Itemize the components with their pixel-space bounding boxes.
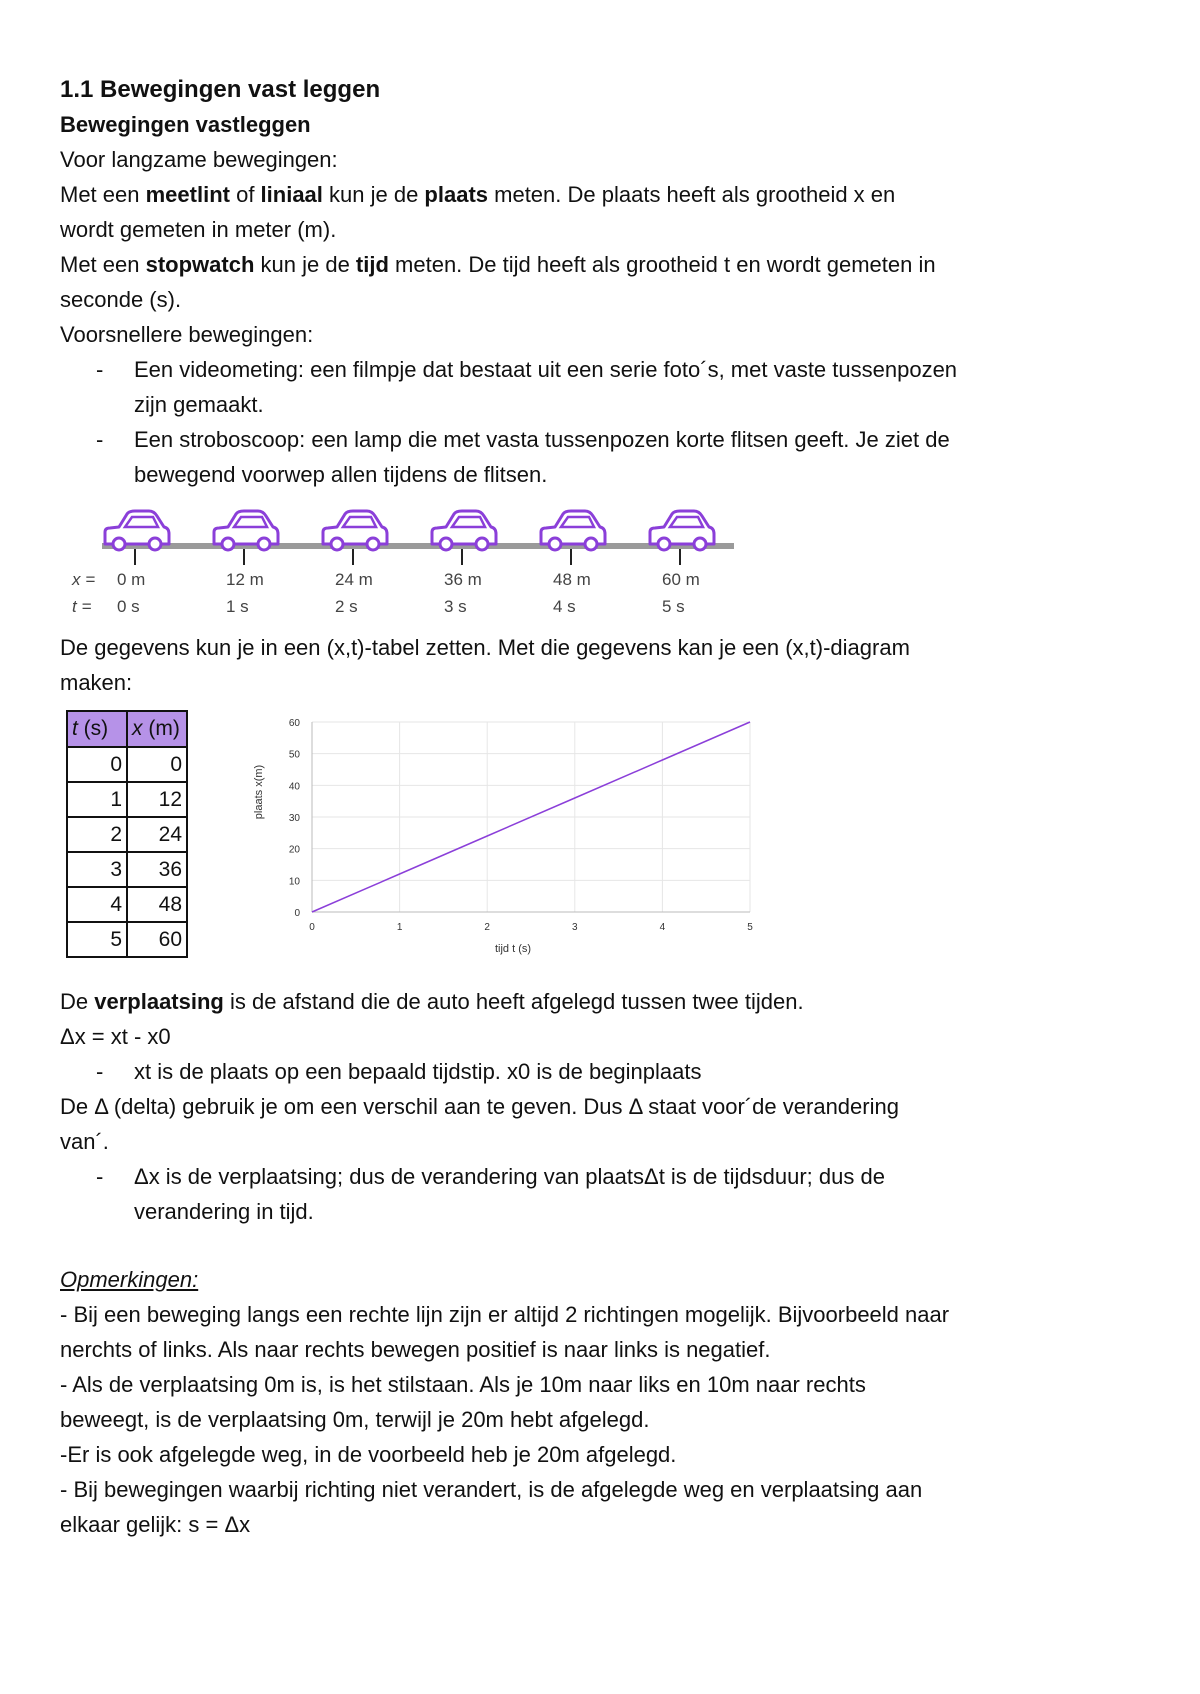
table-intro-line1: De gegevens kun je in een (x,t)-tabel zetten. Met die gegevens kan je een (x,t)-diagram: [60, 635, 910, 660]
paragraph-stopwatch: Met een stopwatch kun je de tijd meten. De tijd heeft als grootheid t en wordt gemeten in: [60, 252, 936, 277]
time-label: 2 s: [335, 597, 358, 616]
cell-time: 3: [67, 852, 127, 887]
delta-explanation: De Δ (delta) gebruik je om een verschil aan te geven. Dus Δ staat voor´de verandering: [60, 1094, 899, 1119]
position-label: 0 m: [117, 570, 146, 589]
x-tick-label: 3: [572, 922, 578, 933]
car-icon: [105, 511, 169, 550]
y-tick-label: 10: [288, 876, 300, 888]
table-row: [67, 887, 187, 922]
xt-diagram: [253, 712, 770, 957]
y-tick-label: 50: [288, 749, 300, 761]
x-tick-label: 4: [659, 922, 666, 933]
table-intro: [60, 630, 1150, 700]
y-tick-label: 40: [288, 781, 300, 793]
time-label: 1 s: [226, 597, 249, 616]
cell-time: 4: [67, 887, 127, 922]
intro-section: [60, 72, 1150, 492]
position-label: 12 m: [226, 570, 264, 589]
time-label: 3 s: [444, 597, 467, 616]
cell-position: 48: [127, 887, 187, 922]
y-axis-label: plaats x(m): [253, 764, 265, 820]
position-label: 48 m: [553, 570, 591, 589]
fast-motion-heading: Voorsnellere bewegingen:: [60, 322, 314, 347]
remark-2: - Als de verplaatsing 0m is, is het stilstaan. Als je 10m naar liks en 10m naar rechts: [60, 1372, 866, 1397]
table-header-row: [67, 711, 187, 747]
paragraph-measuring-tape: Met een meetlint of liniaal kun je de plaats meten. De plaats heeft als grootheid x en: [60, 182, 896, 207]
header-position: x (m): [127, 711, 187, 747]
x-tick-label: 5: [747, 922, 753, 933]
delta-explanation-cont: van´.: [60, 1129, 109, 1154]
car-icon: [214, 511, 278, 550]
bullet-video-measurement: - Een videometing: een filmpje dat bestaat uit een serie foto´s, met vaste tussenpozen zijn gemaakt.: [96, 357, 958, 417]
displacement-formula: Δx = xt - x0: [60, 1024, 171, 1049]
position-label: 36 m: [444, 570, 482, 589]
slow-motion-heading: Voor langzame bewegingen:: [60, 147, 338, 172]
cell-time: 2: [67, 817, 127, 852]
x-axis-label: tijd t (s): [494, 943, 532, 955]
table-row: [67, 747, 187, 782]
position-label: 24 m: [335, 570, 373, 589]
cell-time: 1: [67, 782, 127, 817]
strobe-t-label: t =: [72, 597, 92, 616]
table-row: [67, 922, 187, 957]
car-icon: [650, 511, 714, 550]
displacement-section: [60, 984, 1150, 1229]
y-tick-label: 0: [294, 908, 300, 919]
remark-4: - Bij bewegingen waarbij richting niet verandert, is de afgelegde weg en verplaatsing aan: [60, 1477, 923, 1502]
time-label: 0 s: [117, 597, 140, 616]
time-label: 4 s: [553, 597, 576, 616]
car-icon: [323, 511, 387, 550]
header-time: t (s): [67, 711, 127, 747]
table-intro-line2: maken:: [60, 670, 133, 695]
cell-position: 24: [127, 817, 187, 852]
cell-position: 60: [127, 922, 187, 957]
stroboscope-diagram: [60, 500, 740, 625]
remark-3: -Er is ook afgelegde weg, in de voorbeeld heb je 20m afgelegd.: [60, 1442, 677, 1467]
cell-position: 12: [127, 782, 187, 817]
cell-time: 0: [67, 747, 127, 782]
remark-1-cont: nerchts of links. Als naar rechts bewegen positief is naar links is negatief.: [60, 1337, 771, 1362]
displacement-definition: De verplaatsing is de afstand die de auto heeft afgelegd tussen twee tijden.: [60, 989, 804, 1014]
remarks-section: [60, 1262, 1150, 1542]
cell-position: 36: [127, 852, 187, 887]
position-label: 60 m: [662, 570, 700, 589]
bullet-position-definition: - xt is de plaats op een bepaald tijdstip. x0 is de beginplaats: [96, 1059, 702, 1084]
xt-table: [66, 710, 188, 958]
remark-2-cont: beweegt, is de verplaatsing 0m, terwijl je 20m hebt afgelegd.: [60, 1407, 650, 1432]
cell-position: 0: [127, 747, 187, 782]
paragraph-measuring-tape-cont: wordt gemeten in meter (m).: [60, 217, 337, 242]
remark-1: - Bij een beweging langs een rechte lijn zijn er altijd 2 richtingen mogelijk. Bijvoorbeeld naar: [60, 1302, 950, 1327]
y-tick-label: 30: [288, 813, 300, 824]
remarks-heading: Opmerkingen:: [60, 1267, 199, 1292]
cell-time: 5: [67, 922, 127, 957]
x-tick-label: 2: [484, 922, 490, 933]
x-tick-label: 0: [309, 922, 315, 933]
strobe-x-label: x =: [72, 570, 96, 589]
car-icon: [432, 511, 496, 550]
y-tick-label: 20: [288, 844, 300, 856]
remark-4-cont: elkaar gelijk: s = Δx: [60, 1512, 251, 1537]
x-tick-label: 1: [396, 922, 403, 933]
time-label: 5 s: [662, 597, 685, 616]
page-title: 1.1 Bewegingen vast leggen: [60, 76, 381, 103]
section-subtitle: Bewegingen vastleggen: [60, 112, 311, 137]
table-row: [67, 782, 187, 817]
table-row: [67, 852, 187, 887]
table-row: [67, 817, 187, 852]
car-icon: [541, 511, 605, 550]
track-bar: [102, 543, 734, 549]
paragraph-stopwatch-cont: seconde (s).: [60, 287, 182, 312]
bullet-delta-definition: - Δx is de verplaatsing; dus de verandering van plaatsΔt is de tijdsduur; dus de verandering in tijd.: [96, 1164, 885, 1224]
bullet-stroboscope: - Een stroboscoop: een lamp die met vasta tussenpozen korte flitsen geeft. Je ziet de bewegend voorwep allen tijdens de flitsen.: [96, 427, 950, 487]
y-tick-label: 60: [288, 718, 300, 729]
